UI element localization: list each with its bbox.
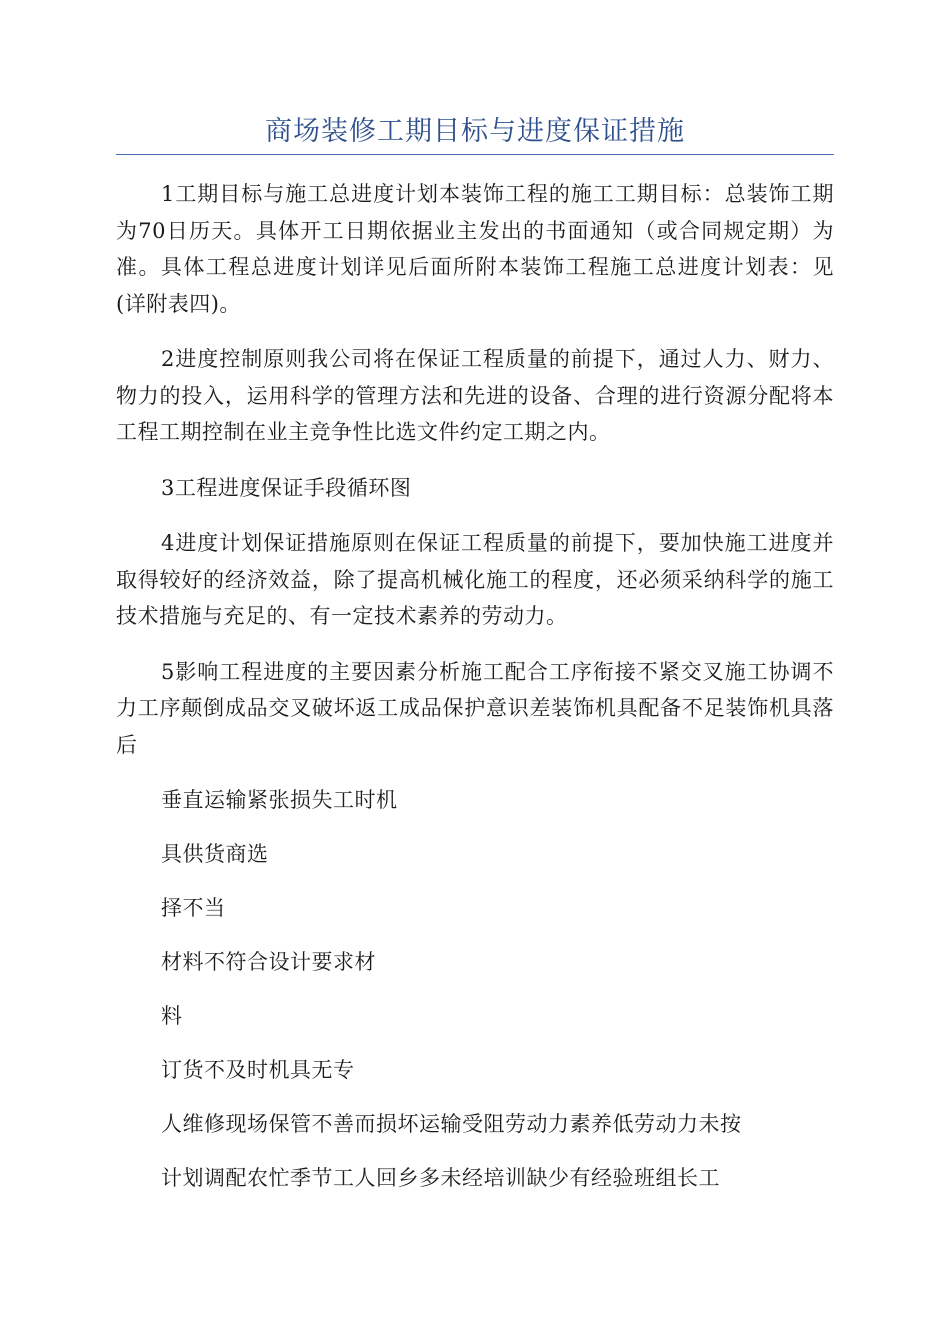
text-line: 计划调配农忙季节工人回乡多未经培训缺少有经验班组长工 — [161, 1166, 720, 1190]
document-body — [116, 176, 834, 1214]
paragraph-control-principle: 2进度控制原则我公司将在保证工程质量的前提下，通过人力、财力、物力的投入，运用科学的管理方法和先进的设备、合理的进行资源分配将本工程工期控制在业主竞争性比选文件约定工期之内。 — [116, 347, 834, 444]
text-line: 具供货商选 — [161, 842, 269, 866]
text-line: 订货不及时机具无专 — [161, 1058, 355, 1082]
text-line: 材料不符合设计要求材 — [161, 950, 376, 974]
text-line: 垂直运输紧张损失工时机 — [161, 788, 398, 812]
paragraph-factor-analysis: 5影响工程进度的主要因素分析施工配合工序衔接不紧交叉施工协调不力工序颠倒成品交叉破坏返工成品保护意识差装饰机具配备不足装饰机具落后 — [116, 659, 834, 757]
text-line: 择不当 — [161, 896, 226, 920]
paragraph-cycle-diagram: 3工程进度保证手段循环图 — [161, 475, 412, 500]
text-line: 料 — [161, 1004, 183, 1028]
title-underline — [116, 154, 834, 155]
text-line: 人维修现场保管不善而损坏运输受阻劳动力素养低劳动力未按 — [161, 1112, 742, 1136]
paragraph-guarantee-measures: 4进度计划保证措施原则在保证工程质量的前提下，要加快施工进度并取得较好的经济效益，除了提高机械化施工的程度，还必须采纳科学的施工技术措施与充足的、有一定技术素养的劳动力。 — [116, 531, 834, 628]
paragraph-schedule-goal: 1工期目标与施工总进度计划本装饰工程的施工工期目标：总装饰工期为70日历天。具体开工日期依据业主发出的书面通知（或合同规定期）为准。具体工程总进度计划详见后面所附本装饰工程施工总进度计划表：见(详附表四)。 — [116, 182, 834, 316]
document-title: 商场装修工期目标与进度保证措施 — [265, 116, 685, 147]
